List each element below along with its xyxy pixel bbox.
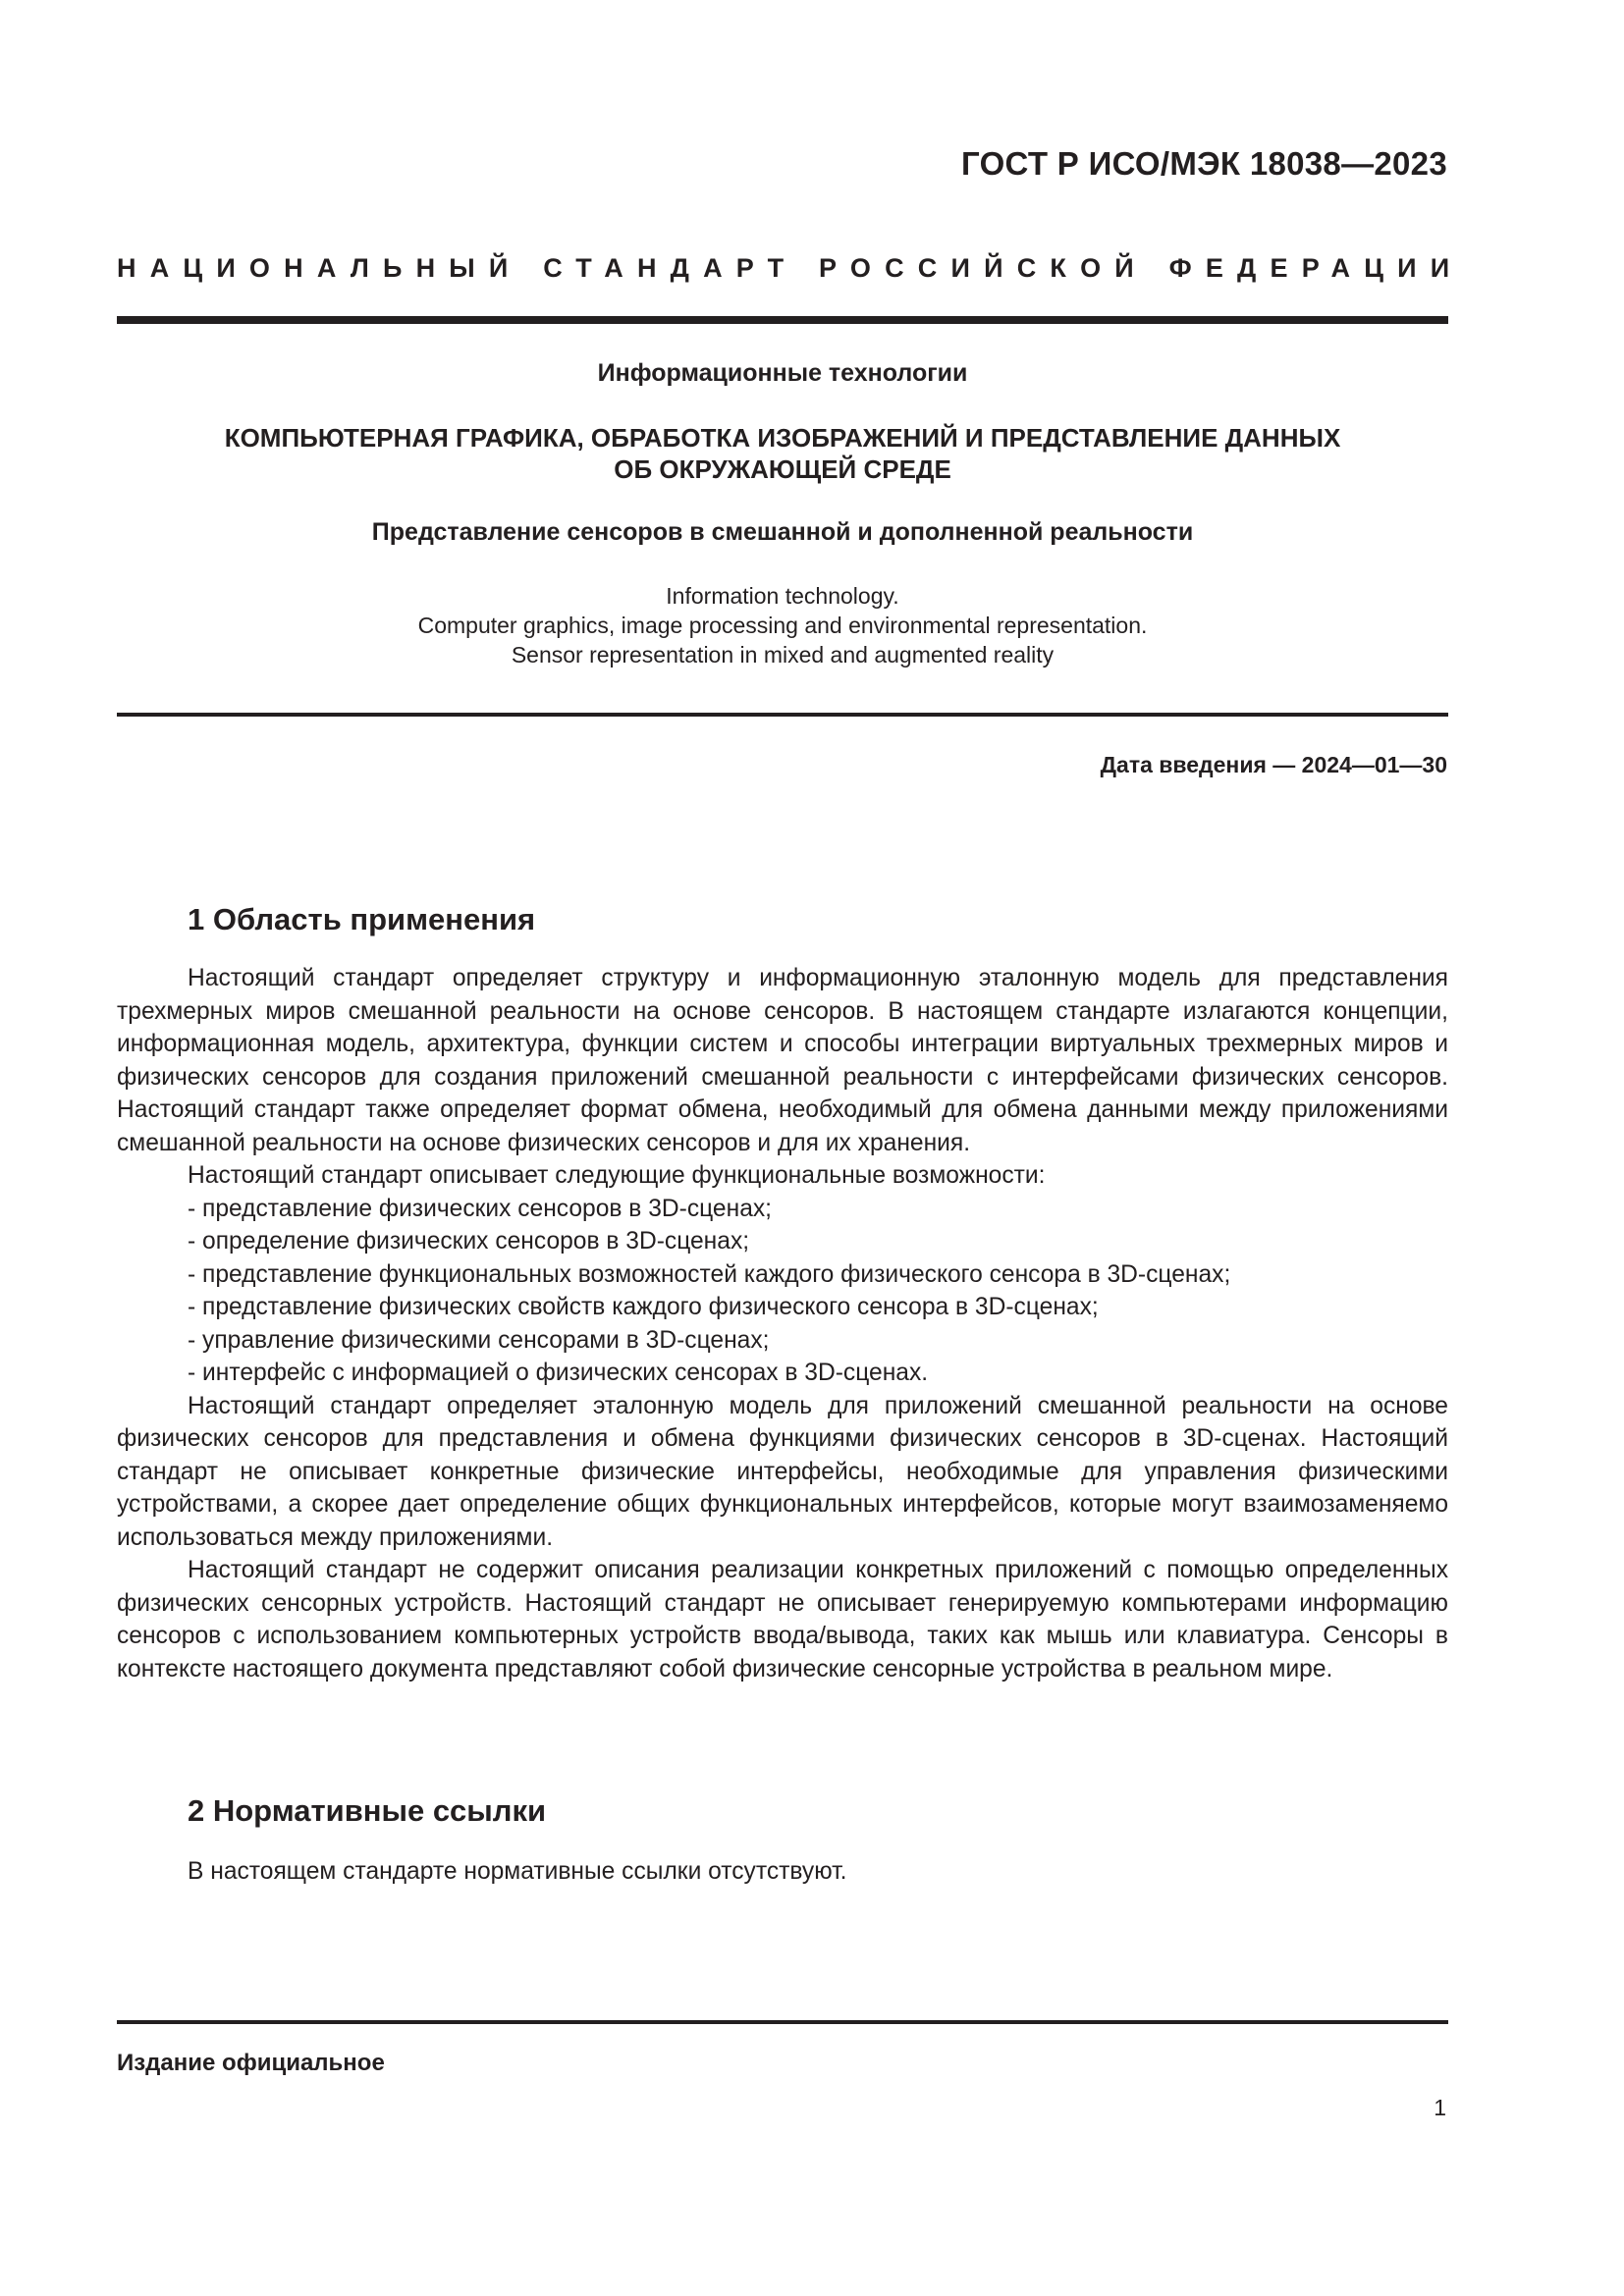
page-number: 1: [1434, 2095, 1446, 2120]
list-item: - представление физических свойств каждого физического сенсора в 3D-сценах;: [117, 1291, 1448, 1324]
section-1-body: [117, 962, 1448, 1685]
list-item: - представление физических сенсоров в 3D-сценах;: [117, 1193, 1448, 1226]
section-1-heading: 1 Область применения: [188, 902, 536, 936]
list-item: - интерфейс с информацией о физических сенсорах в 3D-сценах.: [117, 1357, 1448, 1390]
edition-label: Издание официальное: [117, 2050, 385, 2076]
footer-rule: [117, 2020, 1448, 2024]
list-item: - представление функциональных возможностей каждого физического сенсора в 3D-сценах;: [117, 1258, 1448, 1292]
paragraph: В настоящем стандарте нормативные ссылки отсутствуют.: [188, 1858, 847, 1885]
capabilities-list: [117, 1193, 1448, 1390]
english-title-line: Computer graphics, image processing and environmental representation.: [417, 613, 1148, 638]
document-number: ГОСТ Р ИСО/МЭК 18038—2023: [961, 145, 1447, 182]
paragraph: Настоящий стандарт описывает следующие функциональные возможности:: [188, 1162, 1046, 1189]
main-title-line: ОБ ОКРУЖАЮЩЕЙ СРЕДЕ: [614, 454, 951, 484]
top-rule: [117, 316, 1448, 324]
paragraph: Настоящий стандарт не содержит описания реализации конкретных приложений с помощью определенных физических сенсорных устройств. Настоящий стандарт не описывает генерируемую компьютерами информацию сенсоров с использованием компьютерных устройств ввода/вывода, таких как мышь или клавиатура. Сенсоры в контексте настоящего документа представляют собой физические сенсорные устройства в реальном мире.: [117, 1557, 1448, 1682]
section-2-body: [117, 1855, 1448, 1889]
main-title: [117, 422, 1448, 485]
list-item: - определение физических сенсоров в 3D-сценах;: [117, 1225, 1448, 1258]
main-title-line: КОМПЬЮТЕРНАЯ ГРАФИКА, ОБРАБОТКА ИЗОБРАЖЕНИЙ И ПРЕДСТАВЛЕНИЕ ДАННЫХ: [224, 423, 1341, 453]
list-item: - управление физическими сенсорами в 3D-сценах;: [117, 1324, 1448, 1358]
category-title: Информационные технологии: [597, 359, 968, 387]
title-bottom-rule: [117, 713, 1448, 717]
national-standard-banner: НАЦИОНАЛЬНЫЙ СТАНДАРТ РОССИЙСКОЙ ФЕДЕРАЦИИ: [117, 253, 1464, 283]
english-title-line: Sensor representation in mixed and augmented reality: [511, 642, 1055, 667]
english-title-line: Information technology.: [666, 583, 899, 609]
paragraph: Настоящий стандарт определяет эталонную модель для приложений смешанной реальности на основе физических сенсоров для представления и обмена функциями физических сенсоров в 3D-сценах. Настоящий стандарт не описывает конкретные физические интерфейсы, необходимые для управления физическими устройствами, а скорее дает определение общих функциональных интерфейсов, которые могут взаимозаменяемо использоваться между приложениями.: [117, 1392, 1448, 1551]
english-title: [117, 581, 1448, 669]
section-2-heading: 2 Нормативные ссылки: [188, 1793, 547, 1828]
introduction-date: Дата введения — 2024—01—30: [1100, 752, 1447, 777]
subtitle: Представление сенсоров в смешанной и дополненной реальности: [371, 518, 1194, 546]
paragraph: Настоящий стандарт определяет структуру и информационную эталонную модель для представления трехмерных миров смешанной реальности на основе сенсоров. В настоящем стандарте излагаются концепции, информационная модель, архитектура, функции систем и способы интеграции виртуальных трехмерных миров и физических сенсоров для создания приложений смешанной реальности с интерфейсами физических сенсоров. Настоящий стандарт также определяет формат обмена, необходимый для обмена данными между приложениями смешанной реальности на основе физических сенсоров и для их хранения.: [117, 965, 1448, 1156]
